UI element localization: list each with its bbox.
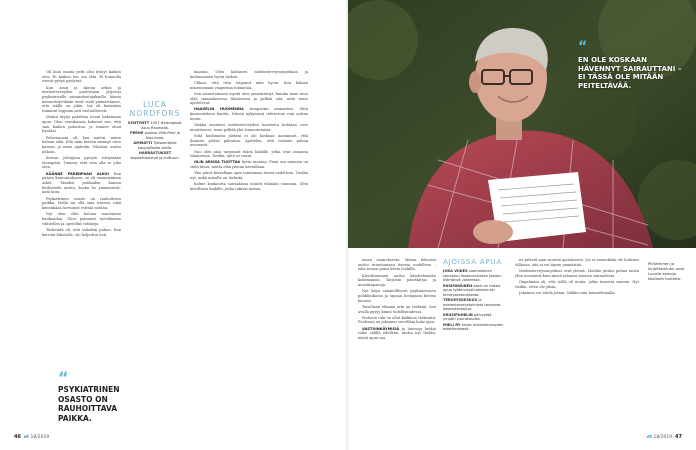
quote-mark-icon: “ bbox=[58, 368, 69, 387]
profile-row-label: PERHE bbox=[130, 130, 144, 135]
left-column-1 bbox=[42, 70, 121, 428]
paragraph bbox=[190, 107, 308, 121]
photo-quote: EN OLE KOSKAAN HÄVENNYT SAIRAUTTANI – EI TÄSSÄ OLE MITÄÄN PEITELTÄVÄÄ. bbox=[578, 56, 682, 90]
help-row bbox=[443, 284, 505, 298]
paragraph: Sen sairastumisen myötä olen ymmärtänyt, kuinka moni muu elää samanlaisessa tilanteessa ja pelkää sitä, mitä muut ajattelevat. bbox=[190, 91, 308, 106]
profile-first-name: LUCA bbox=[143, 100, 167, 109]
profile-row-label: SYNTYNYT bbox=[127, 121, 150, 125]
paragraph-text: hyvin montaa. Pieni osa minusta on vielä tässä, mutta elän päivän kerrallaan. bbox=[190, 160, 308, 170]
paragraph: Kun asun ja kärsin arkea ja mielenterveyden puolestaan järjestyi psykiatriselle sairaanhoitojaksolle, hänen minuuttitytökään eivät vielä ymmärtäneet, että isällä on jokin. Isä oli kuitenkin toiminut loppuun asti vastuullisesti. bbox=[42, 85, 121, 114]
issue-number: 18/2019 bbox=[653, 435, 673, 440]
help-row bbox=[443, 298, 505, 312]
paragraph: Kolme kuukautta sairaalassa muutti elämäni suunnan. Olen kiitollinen kaikille, jotka tukivat minua. bbox=[190, 182, 308, 191]
paragraph: Vaikka asenteet mielenterveyden haasteita kohtaan ovat muuttuneet, moni pelkää yhä leimautumista. bbox=[190, 123, 308, 132]
portrait-photo bbox=[348, 0, 696, 248]
profile-row-text: puoliso Ville-Petri ja Alex-koira. bbox=[144, 130, 180, 140]
paragraph: Tärkeintä oli, että uskalsin puhua. Kun kerroin läheisille, olo helpottui heti. bbox=[42, 227, 121, 237]
profile-row bbox=[126, 151, 184, 160]
paragraph: Nyt olen ollut kotona muutaman kuukauden. Olen palannut työelämään vähitellen ja opetellut rutiineja. bbox=[42, 212, 121, 226]
photo-quote-mark-icon: “ bbox=[578, 39, 588, 55]
photo-caption: Piirtäminen ja kirjoittaminen ovat Lucalle keinoja käsitellä tunteita. bbox=[648, 261, 685, 281]
paragraph: maassa. Olen kaltaisen mielenterveysongelman ja kohtaamisen hyvin tärkeä. bbox=[190, 70, 308, 79]
right-column-3 bbox=[515, 258, 639, 430]
paragraph: Jokainen voi tehdä jotain. Vaikka vain kuuntelemalla. bbox=[519, 290, 616, 295]
paragraph: Yksi päivä kerrallaan opin tuntemaan itseni uudelleen. Tiedän nyt, mikä minulle on tärkeää. bbox=[190, 171, 308, 181]
paragraph bbox=[190, 160, 308, 169]
right-footer bbox=[647, 434, 682, 440]
profile-row bbox=[126, 141, 184, 150]
paragraph: Perheen tuki on ollut kaikkein tärkeintä. Puolisoni on jaksanut vierelläni koko ajan. bbox=[358, 315, 436, 325]
profile-row bbox=[126, 131, 184, 140]
paragraph bbox=[42, 172, 121, 196]
paragraph: Mielenterveysongelmat ovat yleisiä. Meidän pitäisi puhua niistä yhtä avoimesti kuin mistä tahansa muusta sairaudesta. bbox=[515, 268, 639, 278]
help-row-label: TERVEYSKESKUS bbox=[443, 298, 478, 303]
paragraph: Nuo olen aina tarjonnut tukea kaikille, jotka ovat samassa tilanteessa. Tiedän, mitä se vaatii. bbox=[190, 149, 308, 159]
help-row-label: KRIISIPUHELIN bbox=[443, 312, 473, 317]
help-row-label: MIELI RY bbox=[443, 322, 461, 327]
paragraph-text: ja huonoja hetkiä tulee välillä edelleen, mutta nyt tiedän, mistä apua saa. bbox=[358, 326, 436, 341]
bold-lead-in: VASTOINKÄYMISIÄ bbox=[362, 326, 400, 331]
help-sidebar-title: AJOISSA APUA bbox=[443, 258, 502, 266]
help-row-text: päivystää ympäri vuorokauden. bbox=[443, 312, 492, 322]
paragraph: Minun täytyi pakottaa itseni hakemaan apua. Olen vuosikausia kokenut sen, että sain kaiken puhuttua, ja tunnen oloni hyväksi. bbox=[42, 115, 121, 134]
help-row-text: askel on hakea apua työterveyshuollosta tai terveyskeskuksesta. bbox=[443, 283, 501, 297]
magazine-name: et bbox=[646, 435, 653, 440]
help-row-label: ENSIMMÄINEN bbox=[443, 283, 473, 288]
paragraph: Kerran johtajana pystyin siirtymään eteenpäin. Tunnen, että voin olla se joka olen. bbox=[42, 155, 121, 170]
paragraph: Ongelmani oli, että teillä oli muita, jotka tunsivat samoin. Nyt tiedän, etten ole yksin. bbox=[515, 279, 639, 289]
paragraph: Ukkon, että olen toipunut näin hyvin. Kun haluan nimenomaan vaaputtaa toimintaa. bbox=[190, 80, 308, 90]
profile-row-text: Työskentelee kaupallisella alalla. bbox=[137, 140, 177, 150]
paragraph bbox=[358, 327, 436, 341]
help-row-label: JOKA VIIDES bbox=[443, 269, 468, 273]
paragraph-text: terapeutin ammattiin. Siitä kuntoutuksen kautta. Näissä nykyisissä tehtävissä voin auttaa muita. bbox=[190, 107, 308, 121]
paragraph: Tavallisen elämän arki on tärkeää. Sen avulla pysyy kiinni todellisuudessa. bbox=[358, 304, 436, 314]
paragraph-text: Kun pääsin kuntoutukseen, se oli ensimmäinen askel. Muiden potilaiden kanssa keskustelu auttoi, koska he ymmärsivät, mitä koin. bbox=[42, 171, 121, 195]
paragraph: Kirjoittaminen auttoi käsittelemään kokemuksia. Kirjoitin päiväkirjaa ja muistiinpanoja. bbox=[358, 273, 436, 288]
bold-lead-in: KÄÄNNE PARENPAAN ALKOI bbox=[46, 171, 109, 176]
profile-row-label: AMMATTI bbox=[133, 140, 153, 145]
page-number: 46 bbox=[14, 434, 21, 440]
paragraph: Pelastumani oli, kun mietin, miten haluan elää. Elin näin kerran mennyt väen kanssa, ja usein ajattelin. Vihaisin, mutta jatkoin. bbox=[42, 135, 121, 154]
profile-last-name: NORDFORS bbox=[129, 109, 181, 118]
help-row bbox=[443, 269, 505, 283]
right-column-1 bbox=[358, 258, 436, 430]
right-page bbox=[348, 0, 696, 450]
paragraph: Oli kuin maata pelti olisi lyönyt kaiken ulos. Ei kaiken tuo osa tätä. Ei kunnolla voinut pysyä pystyssä. bbox=[42, 70, 121, 84]
bold-lead-in: OLIN ARISSA TUOTTAA bbox=[194, 160, 241, 165]
page-gutter bbox=[346, 0, 350, 450]
paragraph: Psykiatrinen osasto on rauhoittava paikka. Siellä sai olla oma itsensä, eikä kenenkään tarvinnut esittää mitään. bbox=[42, 196, 121, 210]
help-row-text: ja mielenterveystoimisto tarjoavat keskusteluapua. bbox=[443, 298, 501, 312]
photo-illustration bbox=[348, 0, 696, 248]
left-footer bbox=[14, 434, 49, 440]
help-row-text: suomalainen sairastuu masennukseen jossain elämänsä vaiheessa. bbox=[443, 269, 502, 283]
paragraph: Siitä huolimatta järkeni ei ole koskaan maininnut, että ihmisen pitäisi piiloutua. Ajattelen, että voimme puhua avoimesti. bbox=[190, 133, 308, 148]
issue-number: 18/2019 bbox=[30, 435, 50, 440]
help-sidebar bbox=[443, 258, 505, 333]
paragraph: Nyt käyn säännöllisesti psykiatrisessa poliklinikassa ja tapaan hoitajaani kerran kuussa. bbox=[358, 289, 436, 303]
help-row bbox=[443, 323, 505, 332]
help-row bbox=[443, 313, 505, 322]
magazine-name: et bbox=[23, 435, 30, 440]
profile-name bbox=[126, 100, 184, 118]
profile-row bbox=[126, 121, 184, 130]
pull-quote: PSYKIATRINEN OSASTO ON RAUHOITTAVA PAIKKA. bbox=[58, 385, 120, 423]
bold-lead-in: HAAVELIN HUOMENNA bbox=[194, 107, 244, 112]
paragraph: maan mainoksesta. Minun kehonsa auttoi tutustumaan itseeni uudelleen – joka toinen päivä kävin lenkillä. bbox=[358, 258, 436, 272]
profile-row-text: 1957 Helsingissä. Asuu Raumalla. bbox=[141, 121, 183, 130]
profile-row-text: Vapaaehtoistyö ja kulttuuri. bbox=[130, 155, 180, 160]
help-row-text: tukee mielenterveyden edistämisessä. bbox=[443, 322, 504, 332]
paragraph: ne pitävät ajan syvästä ajatuksesta. Jos ei ennenkään ole kokenut tällaista, sitä ei voi täysin ymmärtää. bbox=[515, 258, 639, 267]
page-number: 47 bbox=[675, 434, 682, 440]
profile-row-label: HARRASTUKSET bbox=[138, 150, 172, 155]
left-column-3 bbox=[190, 70, 308, 428]
profile-sidebar bbox=[126, 100, 184, 161]
